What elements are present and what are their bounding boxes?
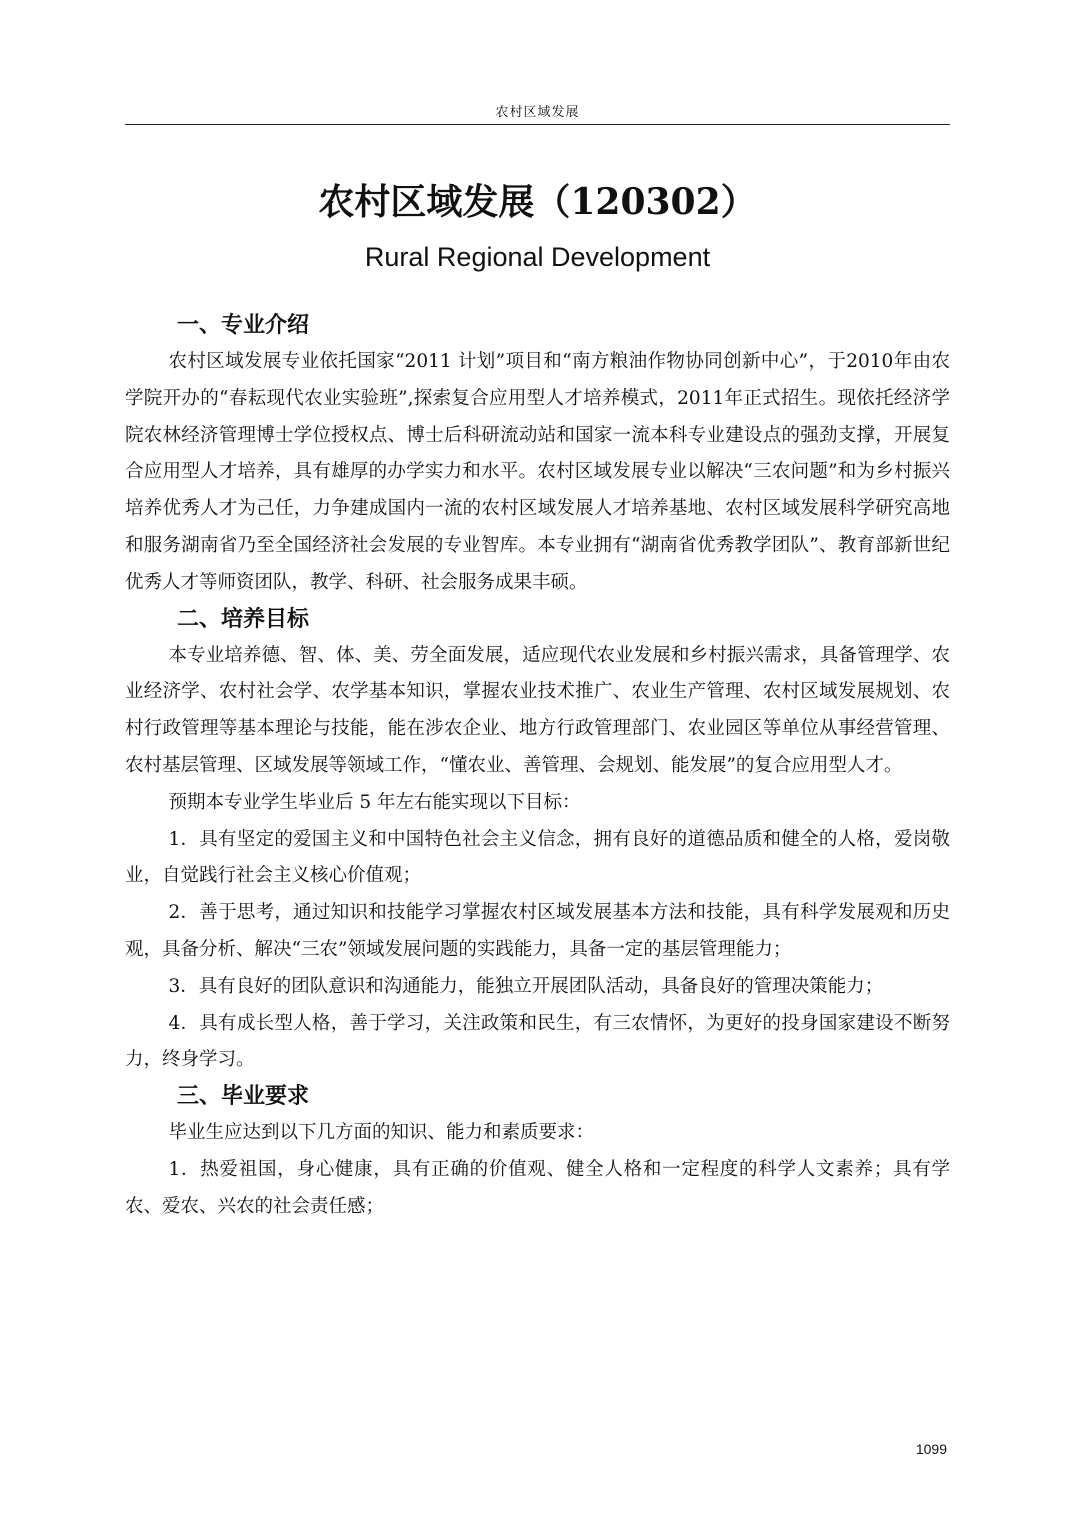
running-header: 农村区域发展 (495, 105, 580, 120)
paragraph: 农村区域发展专业依托国家“2011 计划”项目和“南方粮油作物协同创新中心”，于2010年由农学院开办的“春耘现代农业实验班”,探索复合应用型人才培养模式，2011年正式招生。现依托经济学院农林经济管理博士学位授权点、博士后科研流动站和国家一流本科专业建设点的强劲支撑，开展复合应用型人才培养，具有雄厚的办学实力和水平。农村区域发展专业以解决“三农问题”和为乡村振兴培养优秀人才为己任，力争建成国内一流的农村区域发展人才培养基地、农村区域发展科学研究高地和服务湖南省乃至全国经济社会发展的专业智库。本专业拥有“湖南省优秀教学团队”、教育部新世纪优秀人才等师资团队，教学、科研、社会服务成果丰硕。 (125, 351, 950, 593)
document-subtitle-english: Rural Regional Development (364, 242, 711, 272)
paragraph: 预期本专业学生毕业后 5 年左右能实现以下目标： (168, 791, 581, 813)
section-heading-objectives: 二、培养目标 (177, 606, 310, 632)
paragraph: 本专业培养德、智、体、美、劳全面发展，适应现代农业发展和乡村振兴需求，具备管理学、农业经济学、农村社会学、农学基本知识，掌握农业技术推广、农业生产管理、农村区域发展规划、农村行政管理等基本理论与技能，能在涉农企业、地方行政管理部门、农业园区等单位从事经营管理、农村基层管理、区域发展等领域工作，“懂农业、善管理、会规划、能发展”的复合应用型人才。 (125, 644, 950, 776)
page-number: 1099 (915, 1441, 947, 1457)
section-heading-requirements: 三、毕业要求 (177, 1084, 310, 1110)
list-item: 1．热爱祖国，身心健康，具有正确的价值观、健全人格和一定程度的科学人文素养；具有学农、爱农、兴农的社会责任感； (125, 1158, 950, 1217)
paragraph: 毕业生应达到以下几方面的知识、能力和素质要求： (168, 1122, 594, 1144)
list-item: 1．具有坚定的爱国主义和中国特色社会主义信念，拥有良好的道德品质和健全的人格，爱岗敬业，自觉践行社会主义核心价值观； (125, 828, 950, 887)
section-heading-introduction: 一、专业介绍 (177, 313, 310, 338)
list-item: 4．具有成长型人格，善于学习，关注政策和民生，有三农情怀，为更好的投身国家建设不断努力，终身学习。 (125, 1012, 950, 1071)
list-item: 3．具有良好的团队意识和沟通能力，能独立开展团队活动，具备良好的管理决策能力； (168, 975, 884, 997)
list-item: 2．善于思考，通过知识和技能学习掌握农村区域发展基本方法和技能，具有科学发展观和历史观，具备分析、解决“三农”领域发展问题的实践能力，具备一定的基层管理能力； (125, 902, 950, 960)
document-body (125, 308, 950, 1226)
document-title: 农村区域发展（120302） (318, 181, 757, 223)
header-rule (125, 124, 950, 125)
